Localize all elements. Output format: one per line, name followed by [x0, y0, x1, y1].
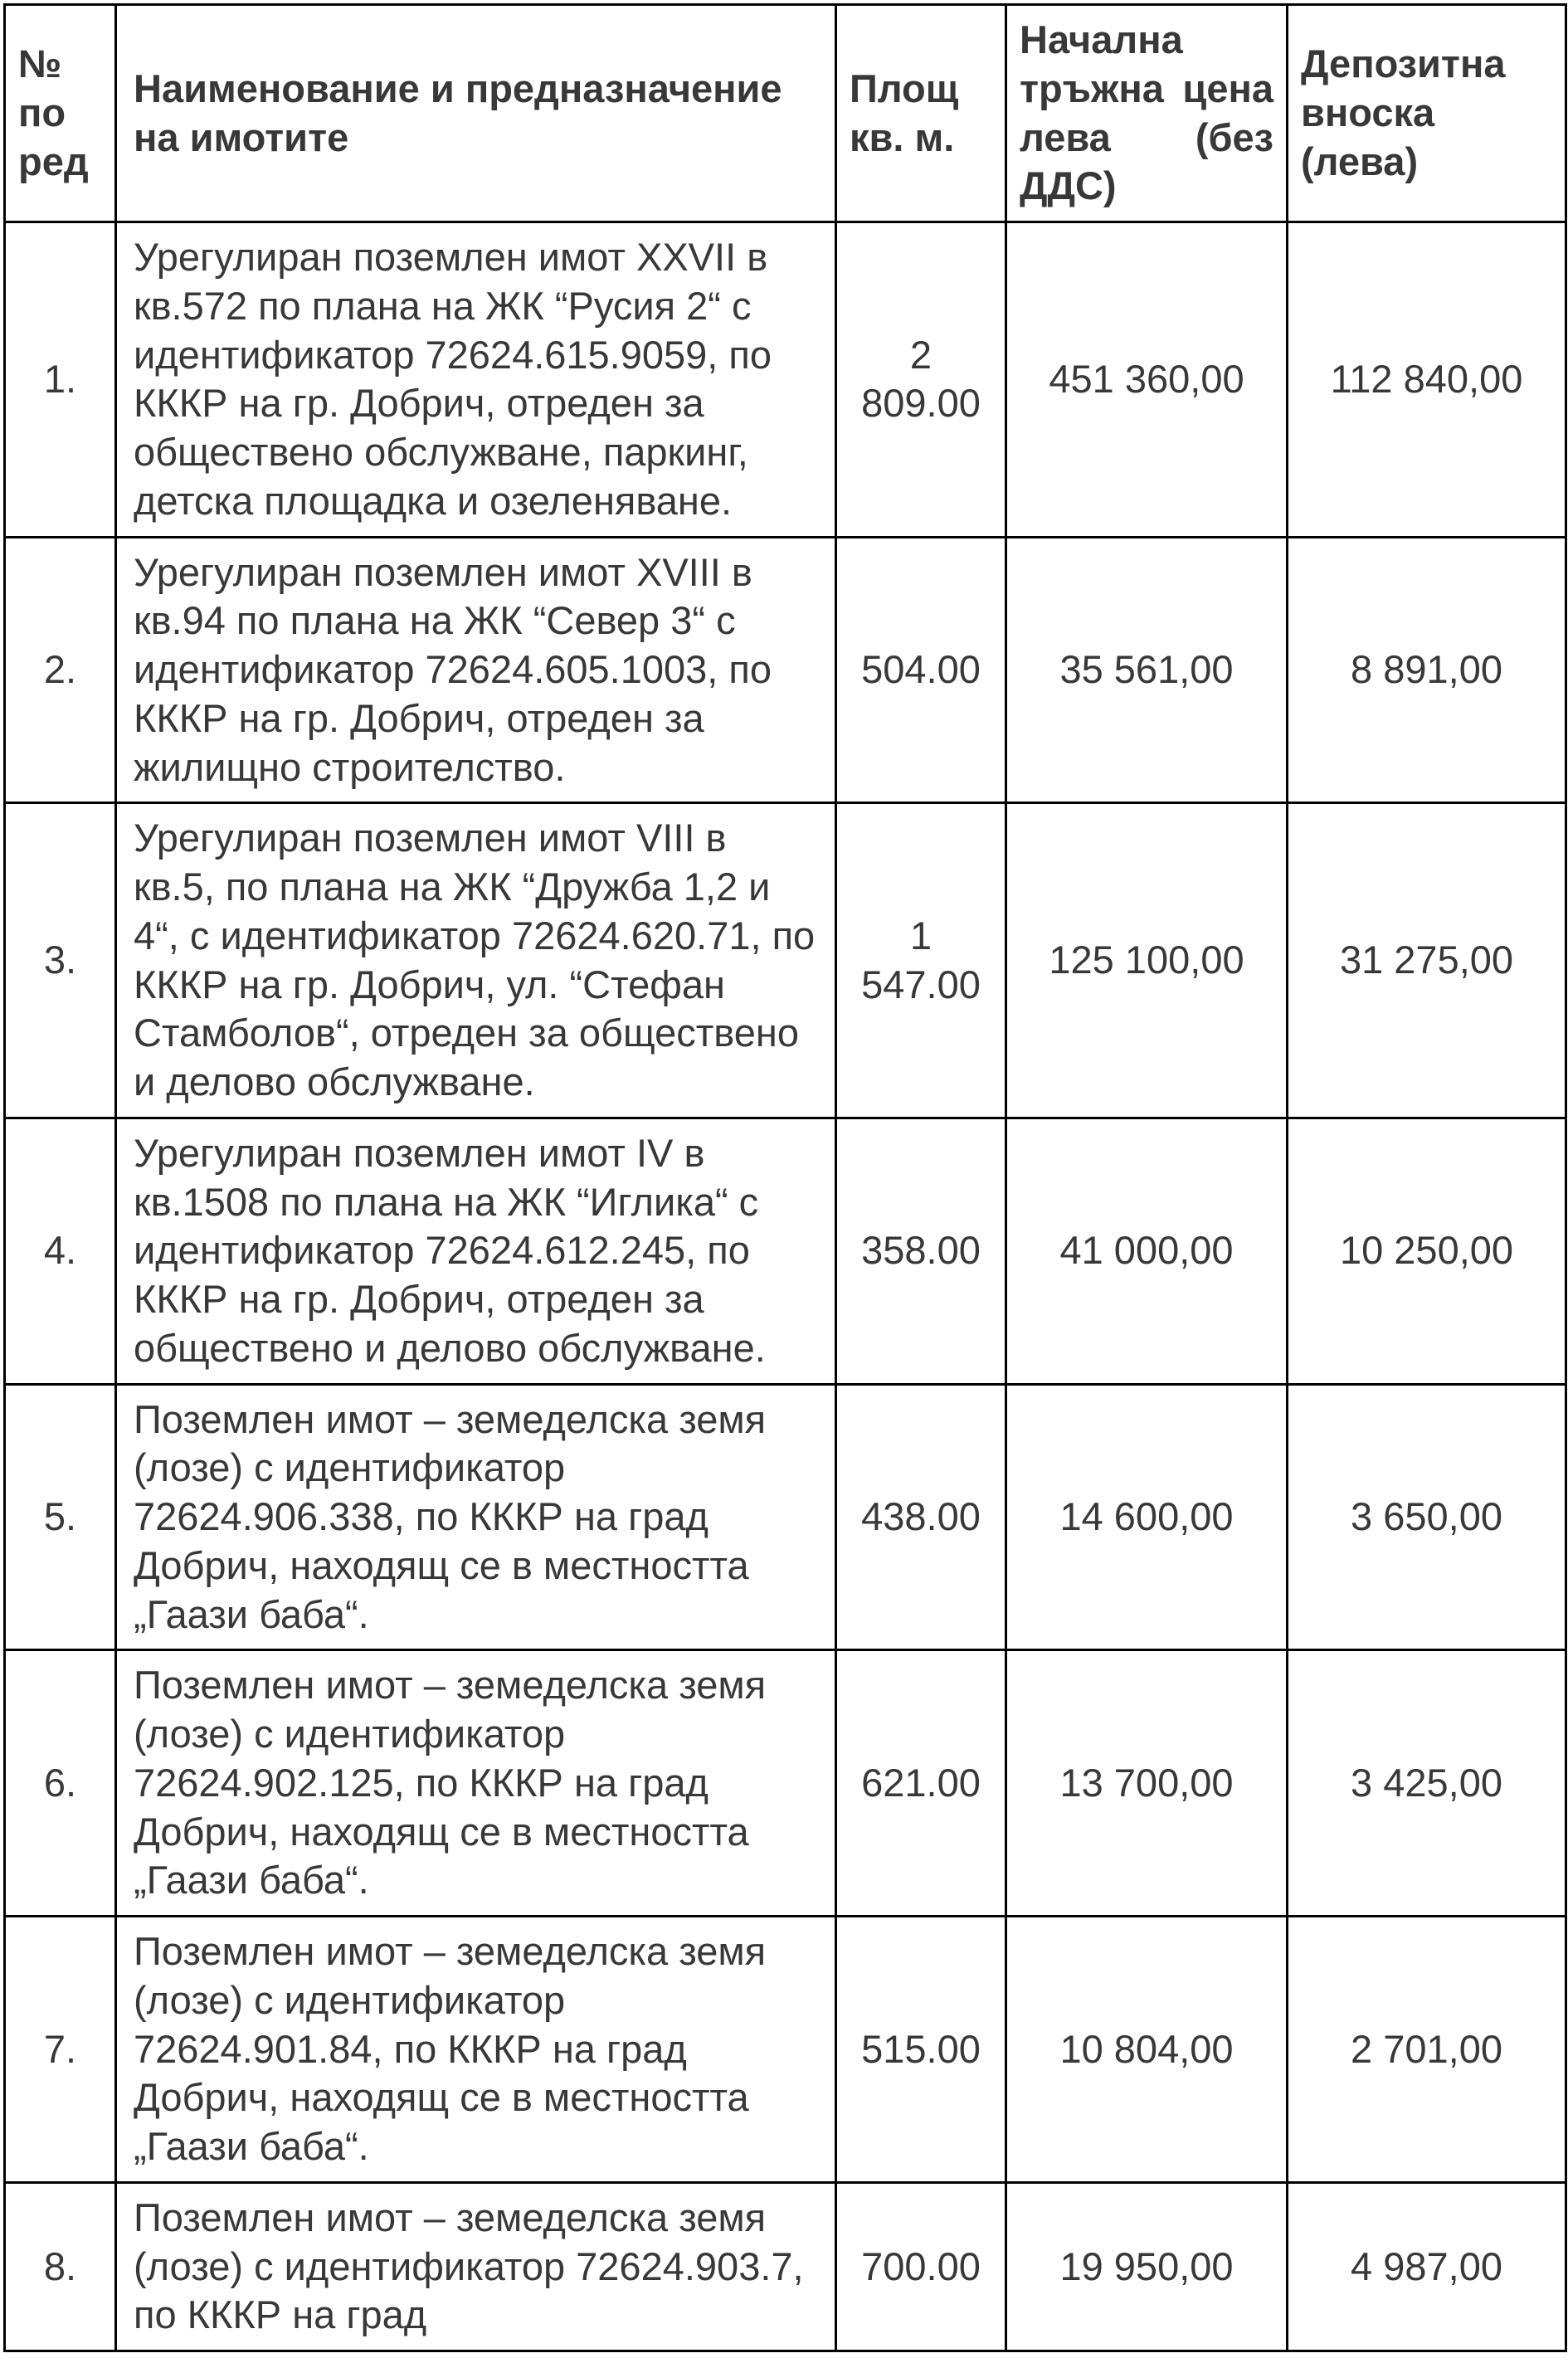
- row-number-cell: 2.: [5, 537, 116, 803]
- price-cell: 41 000,00: [1006, 1118, 1288, 1384]
- header-deposit: Депозитна вноска (лева): [1288, 5, 1566, 222]
- price-cell: 19 950,00: [1006, 2182, 1288, 2351]
- price-cell: 451 360,00: [1006, 222, 1288, 538]
- deposit-cell: 3 425,00: [1288, 1650, 1566, 1917]
- row-number-cell: 6.: [5, 1650, 116, 1917]
- table-row: [5, 803, 1566, 1118]
- row-number-cell: 5.: [5, 1384, 116, 1650]
- price-cell: 13 700,00: [1006, 1650, 1288, 1917]
- table-row: [5, 1118, 1566, 1384]
- row-number-cell: 8.: [5, 2182, 116, 2351]
- area-cell: 515.00: [836, 1917, 1006, 2183]
- property-name-cell: Поземлен имот – земеделска земя (лозе) с идентификатор 72624.903.7, по КККР на град: [116, 2182, 836, 2351]
- price-cell: 10 804,00: [1006, 1917, 1288, 2183]
- header-starting-price: Начална тръжна цена лева (без ДДС): [1006, 5, 1288, 222]
- deposit-cell: 10 250,00: [1288, 1118, 1566, 1384]
- property-name-cell: Поземлен имот – земеделска земя (лозе) с идентификатор 72624.902.125, по КККР на град Добрич, находящ се в местността „Гаази баба“.: [116, 1650, 836, 1917]
- deposit-cell: 3 650,00: [1288, 1384, 1566, 1650]
- deposit-cell: 8 891,00: [1288, 537, 1566, 803]
- header-property-name: Наименование и предназначение на имотите: [116, 5, 836, 222]
- header-row-number: № по ред: [5, 5, 116, 222]
- price-cell: 125 100,00: [1006, 803, 1288, 1118]
- row-number-cell: 1.: [5, 222, 116, 538]
- deposit-cell: 112 840,00: [1288, 222, 1566, 538]
- property-name-cell: Урегулиран поземлен имот VIII в кв.5, по плана на ЖК “Дружба 1,2 и 4“, с идентификатор 72624.620.71, по КККР на гр. Добрич, ул. “Стефан Стамболов“, отреден за обществено и делово обслужване.: [116, 803, 836, 1118]
- table-row: [5, 1384, 1566, 1650]
- area-cell: 358.00: [836, 1118, 1006, 1384]
- row-number-cell: 3.: [5, 803, 116, 1118]
- area-cell: 621.00: [836, 1650, 1006, 1917]
- price-cell: 35 561,00: [1006, 537, 1288, 803]
- deposit-cell: 4 987,00: [1288, 2182, 1566, 2351]
- property-name-cell: Урегулиран поземлен имот XVIII в кв.94 по плана на ЖК “Север 3“ с идентификатор 72624.605.1003, по КККР на гр. Добрич, отреден за жилищно строителство.: [116, 537, 836, 803]
- header-row: [5, 5, 1566, 222]
- area-cell: 1 547.00: [836, 803, 1006, 1118]
- property-name-cell: Поземлен имот – земеделска земя (лозе) с идентификатор 72624.906.338, по КККР на град Добрич, находящ се в местността „Гаази баба“.: [116, 1384, 836, 1650]
- table-body: [5, 222, 1566, 2351]
- area-cell: 438.00: [836, 1384, 1006, 1650]
- table-header: [5, 5, 1566, 222]
- property-name-cell: Урегулиран поземлен имот XXVII в кв.572 по плана на ЖК “Русия 2“ с идентификатор 72624.615.9059, по КККР на гр. Добрич, отреден за обществено обслужване, паркинг, детска площадка и озеленяване.: [116, 222, 836, 538]
- table-row: [5, 2182, 1566, 2351]
- price-cell: 14 600,00: [1006, 1384, 1288, 1650]
- property-name-cell: Урегулиран поземлен имот IV в кв.1508 по плана на ЖК “Иглика“ с идентификатор 72624.612.245, по КККР на гр. Добрич, отреден за обществено и делово обслужване.: [116, 1118, 836, 1384]
- table-row: [5, 1650, 1566, 1917]
- properties-table: [3, 3, 1567, 2352]
- area-cell: 504.00: [836, 537, 1006, 803]
- table-row: [5, 222, 1566, 538]
- table-row: [5, 537, 1566, 803]
- area-cell: 700.00: [836, 2182, 1006, 2351]
- area-cell: 2 809.00: [836, 222, 1006, 538]
- row-number-cell: 7.: [5, 1917, 116, 2183]
- deposit-cell: 31 275,00: [1288, 803, 1566, 1118]
- property-name-cell: Поземлен имот – земеделска земя (лозе) с идентификатор 72624.901.84, по КККР на град Добрич, находящ се в местността „Гаази баба“.: [116, 1917, 836, 2183]
- row-number-cell: 4.: [5, 1118, 116, 1384]
- table-row: [5, 1917, 1566, 2183]
- deposit-cell: 2 701,00: [1288, 1917, 1566, 2183]
- header-area: Площ кв. м.: [836, 5, 1006, 222]
